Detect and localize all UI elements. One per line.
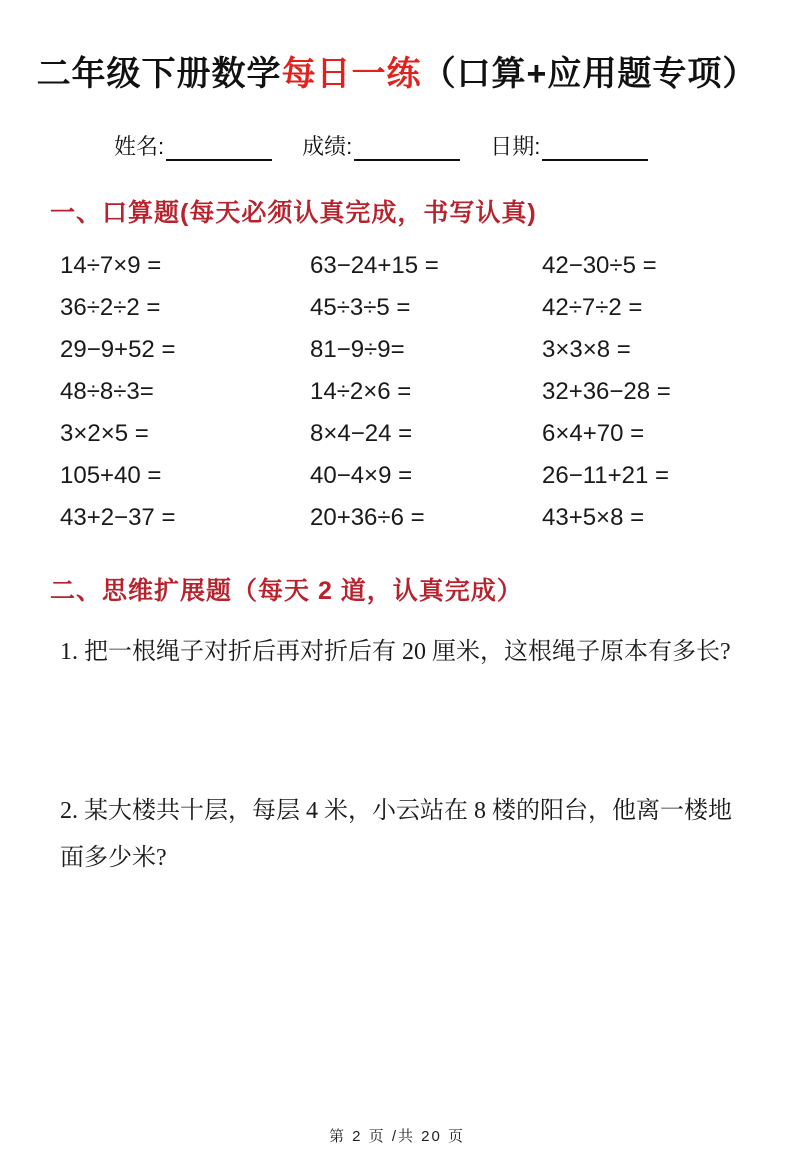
- word-problem-1: 1. 把一根绳子对折后再对折后有 20 厘米，这根绳子原本有多长?: [60, 639, 731, 665]
- title-highlight: 每日一练: [281, 55, 422, 93]
- oral-problem: 45÷3÷5 =: [310, 294, 411, 321]
- name-blank-line: [166, 135, 272, 161]
- oral-problem: 26−11+21 =: [542, 462, 670, 489]
- oral-problem: 8×4−24 =: [310, 420, 413, 447]
- oral-problem: 3×3×8 =: [542, 336, 631, 363]
- oral-problem: 29−9+52 =: [60, 336, 176, 363]
- oral-problem: 40−4×9 =: [310, 462, 413, 489]
- oral-problem: 43+2−37 =: [60, 504, 176, 531]
- oral-problem: 3×2×5 =: [60, 420, 149, 447]
- oral-problem: 81−9÷9=: [310, 336, 405, 363]
- name-field-label: 姓名:: [114, 134, 165, 159]
- page-footer: [0, 1125, 794, 1146]
- title-suffix: （口算+应用题专项）: [421, 55, 758, 93]
- oral-problem: 6×4+70 =: [542, 420, 645, 447]
- oral-problem: 63−24+15 =: [310, 252, 439, 279]
- date-field: [490, 130, 648, 161]
- oral-problem: 14÷7×9 =: [60, 252, 162, 279]
- page-title: [0, 50, 794, 98]
- oral-problem: 105+40 =: [60, 462, 162, 489]
- score-field: [302, 130, 460, 161]
- oral-problems-grid: [60, 245, 794, 539]
- word-problem-2: 2. 某大楼共十层，每层 4 米，小云站在 8 楼的阳台，他离一楼地面多少米?: [60, 798, 732, 871]
- name-field: [114, 130, 272, 161]
- oral-problem: 48÷8÷3=: [60, 378, 154, 405]
- oral-problem: 36÷2÷2 =: [60, 294, 161, 321]
- date-field-label: 日期:: [490, 134, 541, 159]
- oral-problem: 32+36−28 =: [542, 378, 671, 405]
- oral-problem: 43+5×8 =: [542, 504, 645, 531]
- score-field-label: 成绩:: [302, 134, 353, 159]
- oral-problem: 14÷2×6 =: [310, 378, 412, 405]
- oral-problem: 42÷7÷2 =: [542, 294, 643, 321]
- title-prefix: 二年级下册数学: [36, 55, 282, 93]
- worksheet-page: [0, 50, 794, 1174]
- header-fields: [114, 130, 794, 161]
- oral-section-heading: 一、口算题(每天必须认真完成，书写认真): [50, 199, 537, 227]
- score-blank-line: [354, 135, 460, 161]
- thinking-section-heading: 二、思维扩展题（每天 2 道，认真完成）: [50, 577, 523, 605]
- oral-problem: 20+36÷6 =: [310, 504, 425, 531]
- oral-problem: 42−30÷5 =: [542, 252, 657, 279]
- page-number: 第 2 页 /共 20 页: [328, 1128, 466, 1145]
- date-blank-line: [542, 135, 648, 161]
